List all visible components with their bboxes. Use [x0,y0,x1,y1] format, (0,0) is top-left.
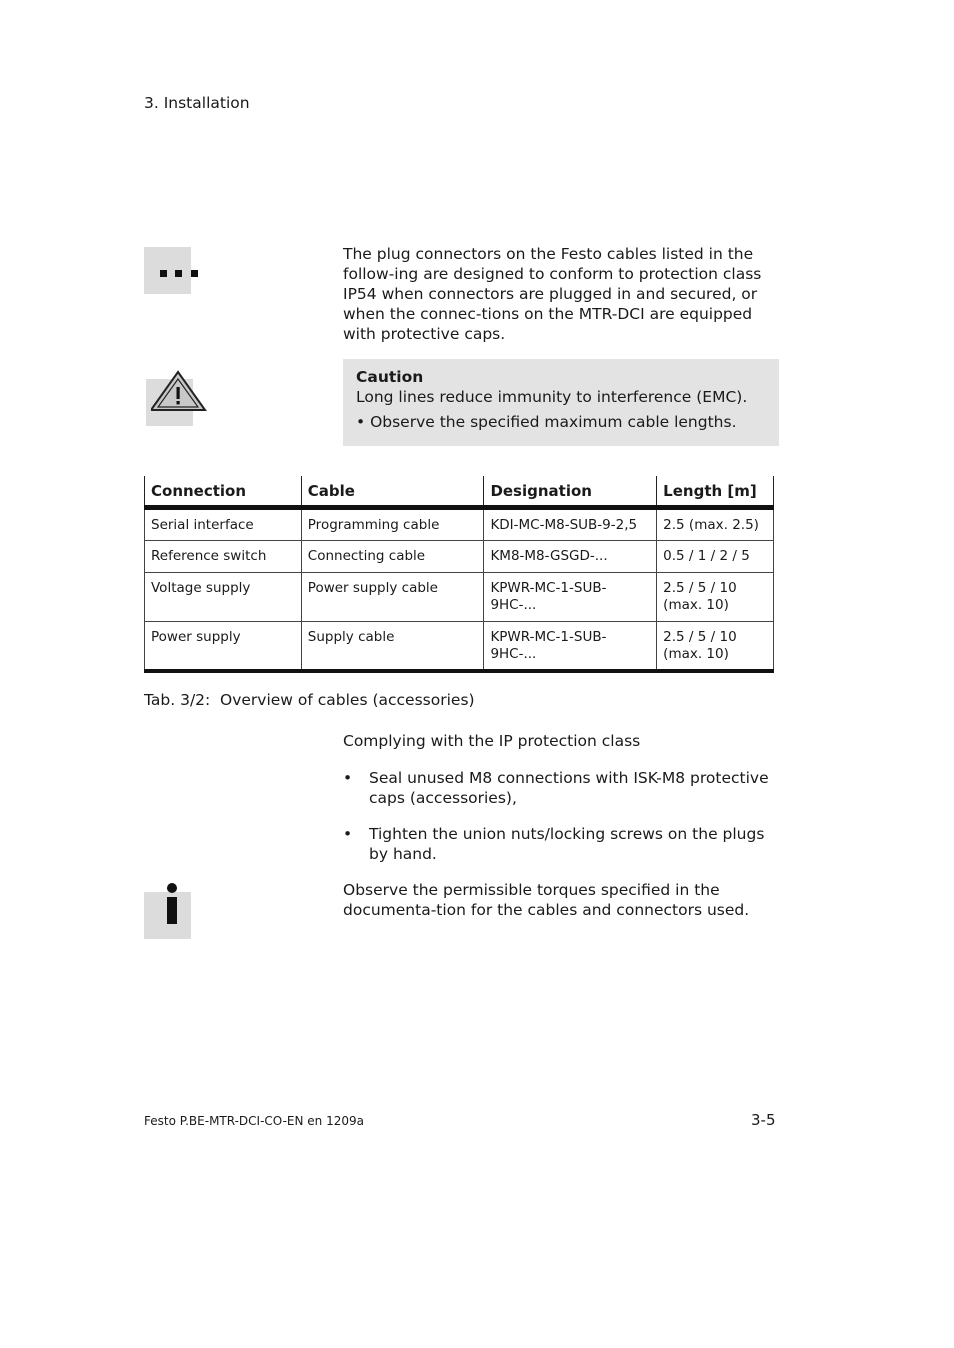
table-cell: KDI-MC-M8-SUB-9-2,5 [484,508,657,541]
cables-table [144,476,774,673]
footer-document-id: Festo P.BE-MTR-DCI-CO-EN en 1209a [144,1114,364,1128]
table-row [145,622,774,672]
table-cell: Supply cable [301,622,484,672]
table-cell: Reference switch [145,541,302,573]
bullet-symbol: • [343,825,353,843]
note-paragraph: Observe the permissible torques specified in the documenta-tion for the cables and connectors used. [343,881,750,919]
table-cell: Connecting cable [301,541,484,573]
list-item-text: Tighten the union nuts/locking screws on the plugs by hand. [369,825,765,863]
column-header: Connection [145,476,302,508]
info-icon [144,892,191,939]
table-cell: KPWR-MC-1-SUB-9HC-... [484,573,657,622]
list-item [343,824,783,864]
table-cell: 2.5 (max. 2.5) [657,508,774,541]
column-header: Length [m] [657,476,774,508]
table-cell: Programming cable [301,508,484,541]
table-cell: Power supply cable [301,573,484,622]
complying-heading: Complying with the IP protection class [343,732,641,750]
table-cell: 2.5 / 5 / 10 (max. 10) [657,573,774,622]
table-cell: 0.5 / 1 / 2 / 5 [657,541,774,573]
table-header-row [145,476,774,508]
intro-paragraph: The plug connectors on the Festo cables listed in the follow-ing are designed to conform to protection class IP54 when connectors are plugged in and secured, or when the connec-tions on the MTR-DCI are equipped with protective caps. [343,245,762,343]
dots-icon [144,247,191,294]
caption-text: Overview of cables (accessories) [220,691,475,709]
page-number: 3-5 [751,1111,776,1129]
table-cell: KPWR-MC-1-SUB-9HC-... [484,622,657,672]
table-cell: 2.5 / 5 / 10 (max. 10) [657,622,774,672]
table-cell: Voltage supply [145,573,302,622]
caution-bullet: • Observe the specified maximum cable lengths. [356,413,737,431]
table-cell: KM8-M8-GSGD-... [484,541,657,573]
caution-title: Caution [356,368,424,386]
table-row [145,508,774,541]
table-cell: Serial interface [145,508,302,541]
section-header: 3. Installation [144,94,250,112]
bullet-symbol: • [343,769,353,787]
table-caption [144,691,475,709]
caution-text: Long lines reduce immunity to interference (EMC). [356,388,748,406]
warning-triangle-icon [146,379,193,426]
table-row [145,573,774,622]
table-cell: Power supply [145,622,302,672]
caption-label: Tab. 3/2: [144,691,211,709]
table-row [145,541,774,573]
list-item [343,768,783,808]
column-header: Designation [484,476,657,508]
list-item-text: Seal unused M8 connections with ISK-M8 protective caps (accessories), [369,769,769,807]
column-header: Cable [301,476,484,508]
